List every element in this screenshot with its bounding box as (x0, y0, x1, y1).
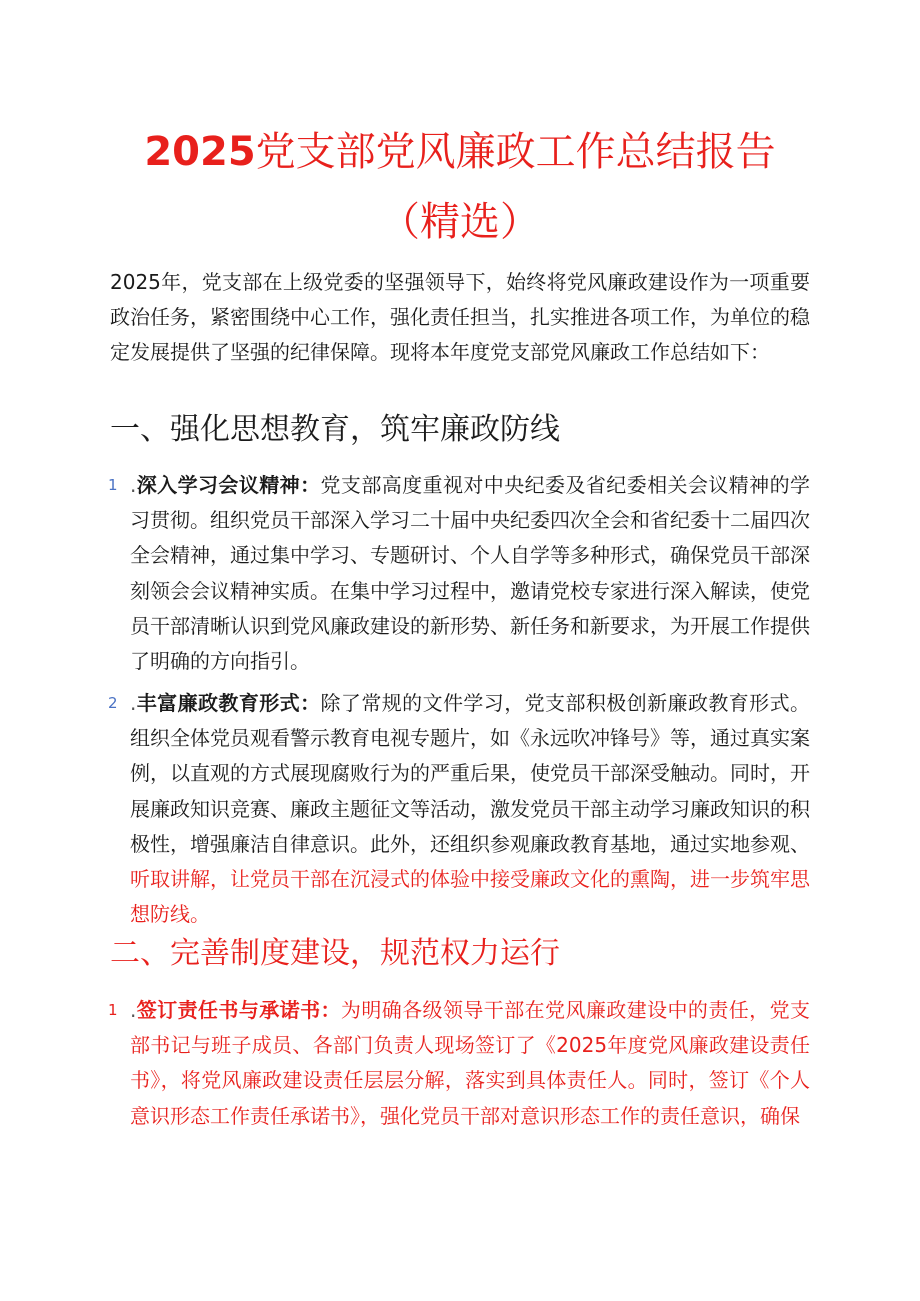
list-item-body (130, 468, 810, 679)
list-item-dot: . (130, 998, 137, 1022)
section-heading-1: 一、强化思想教育，筑牢廉政防线 (110, 412, 560, 447)
list-item-number: 1 (108, 476, 118, 494)
title-main: 党支部党风廉政工作总结报告 (255, 129, 776, 175)
list-item-dot: . (130, 473, 137, 497)
list-item-text: 为明确各级领导干部在党风廉政建设中的责任，党支部书记与班子成员、各部门负责人现场签订了《2025年度党风廉政建设责任书》，将党风廉政建设责任层层分解，落实到具体责任人。同时，签订《个人意识形态工作责任承诺书》，强化党员干部对意识形态工作的责任意识，确保 (130, 998, 810, 1128)
list-item-lead: 深入学习会议精神： (136, 473, 321, 497)
list-item-body (130, 993, 810, 1134)
list-item-number: 1 (108, 1001, 118, 1019)
list-item-lead: 签订责任书与承诺书： (136, 998, 341, 1022)
list-item-lead: 丰富廉政教育形式： (136, 691, 321, 715)
list-item-text: 党支部高度重视对中央纪委及省纪委相关会议精神的学习贯彻。组织党员干部深入学习二十届中央纪委四次全会和省纪委十二届四次全会精神，通过集中学习、专题研讨、个人自学等多种形式，确保党员干部深刻领会会议精神实质。在集中学习过程中，邀请党校专家进行深入解读，使党员干部清晰认识到党风廉政建设的新形势、新任务和新要求，为开展工作提供了明确的方向指引。 (130, 473, 811, 674)
intro-paragraph: 2025年，党支部在上级党委的坚强领导下，始终将党风廉政建设作为一项重要政治任务，紧密围绕中心工作，强化责任担当，扎实推进各项工作，为单位的稳定发展提供了坚强的纪律保障。现将本年度党支部党风廉政工作总结如下： (110, 270, 810, 364)
list-item-text-highlight: 听取讲解，让党员干部在沉浸式的体验中接受廉政文化的熏陶，进一步筑牢思想防线。 (130, 867, 810, 927)
document-subtitle: （精选） (380, 199, 540, 245)
list-item-body (130, 686, 810, 932)
document-title (0, 128, 920, 176)
list-item-dot: . (130, 691, 137, 715)
title-year: 2025 (144, 129, 256, 175)
section-heading-2: 二、完善制度建设，规范权力运行 (110, 936, 560, 971)
list-item-number: 2 (108, 694, 118, 712)
list-item-text: 除了常规的文件学习，党支部积极创新廉政教育形式。组织全体党员观看警示教育电视专题片，如《永远吹冲锋号》等，通过真实案例，以直观的方式展现腐败行为的严重后果，使党员干部深受触动。同时，开展廉政知识竞赛、廉政主题征文等活动，激发党员干部主动学习廉政知识的积极性，增强廉洁自律意识。此外，还组织参观廉政教育基地，通过实地参观、 (130, 691, 811, 856)
